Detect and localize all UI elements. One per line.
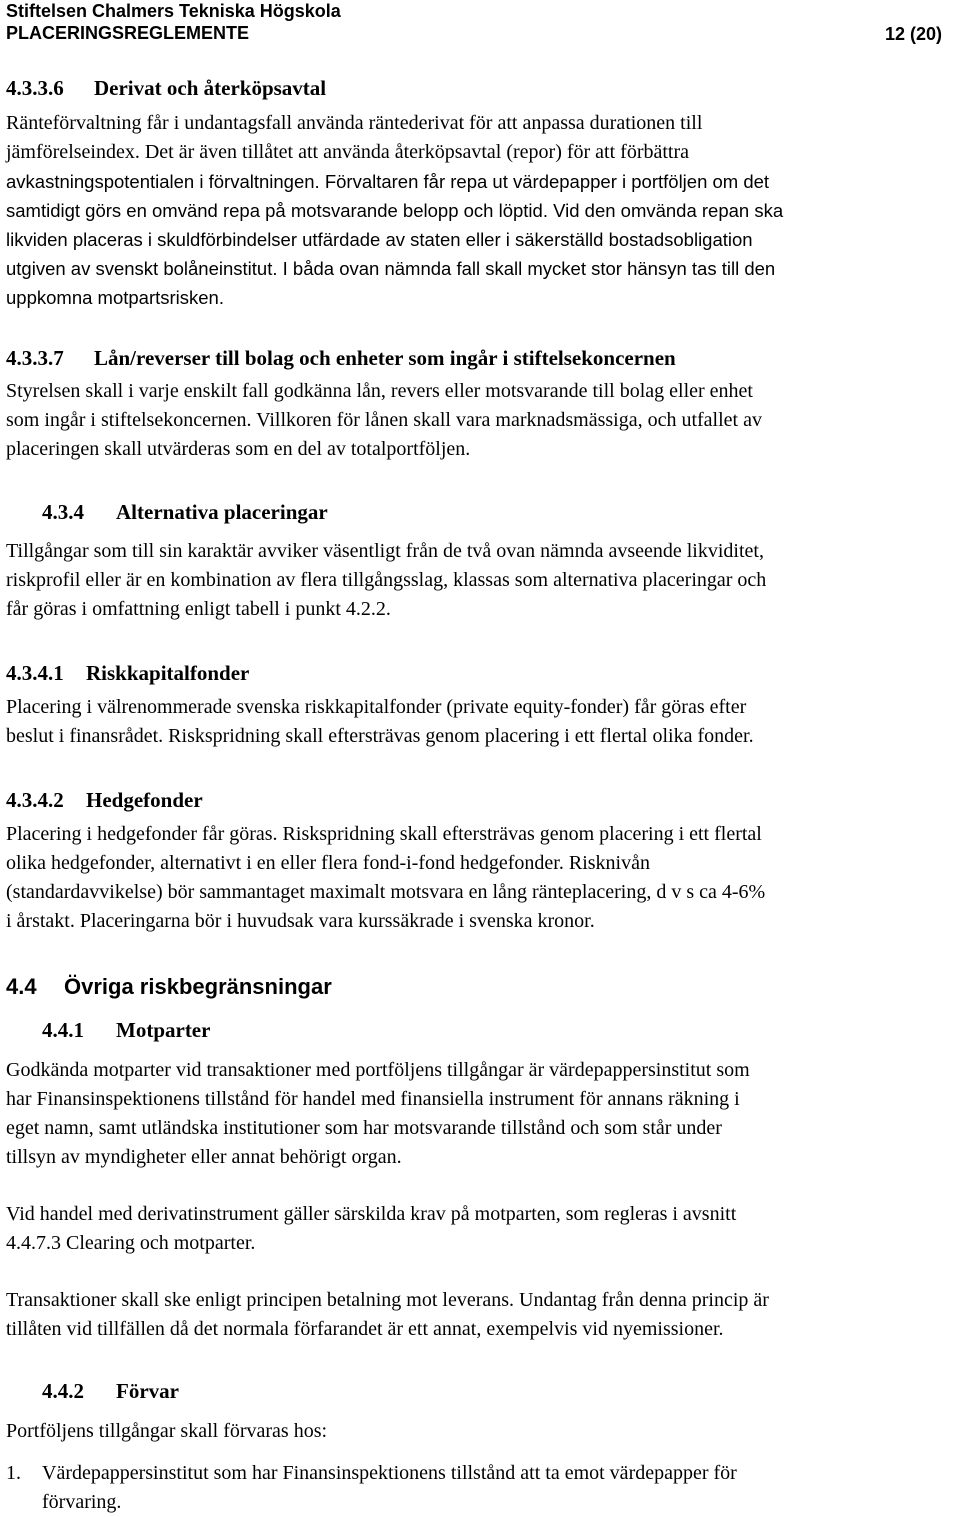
text-line: Styrelsen skall i varje enskilt fall godkänna lån, revers eller motsvarande till bolag eller enhet [6, 380, 753, 402]
section-number: 4.3.3.6 [6, 76, 64, 100]
text-line: Placering i välrenommerade svenska riskkapitalfonder (private equity-fonder) får göras efter [6, 696, 747, 718]
text-line: eget namn, samt utländska institutioner som har motsvarande tillstånd och som står under [6, 1117, 722, 1139]
paragraph-441-c [6, 1286, 956, 1344]
text-line: förvaring. [42, 1491, 122, 1513]
section-number: 4.3.4 [42, 500, 84, 524]
text-line: jämförelseindex. Det är även tillåtet att använda återköpsavtal (repor) för att förbättra [6, 141, 690, 163]
section-heading-4336 [6, 76, 326, 100]
text-line: Ränteförvaltning får i undantagsfall använda räntederivat för att anpassa durationen till [6, 112, 703, 134]
section-title: Riskkapitalfonder [86, 661, 250, 685]
text-line: 4.4.7.3 Clearing och motparter. [6, 1232, 256, 1254]
text-line: placeringen skall utvärderas som en del av totalportföljen. [6, 438, 471, 460]
section-title: Förvar [116, 1379, 179, 1403]
section-title: Lån/reverser till bolag och enheter som ingår i stiftelsekoncernen [94, 346, 676, 370]
text-line: i årstakt. Placeringarna bör i huvudsak vara kurssäkrade i svenska kronor. [6, 910, 595, 932]
header-doc-title: PLACERINGSREGLEMENTE [6, 23, 250, 43]
paragraph-441-b [6, 1200, 956, 1258]
paragraph-4341 [6, 693, 956, 751]
section-heading-4341 [6, 661, 249, 685]
section-heading-4337 [6, 346, 676, 370]
text-line: avkastningspotentialen i förvaltningen. Förvaltaren får repa ut värdepapper i portföljen om det [6, 171, 770, 192]
section-number: 4.3.4.1 [6, 661, 64, 685]
text-line: (standardavvikelse) bör sammantaget maximalt motsvara en lång ränteplacering, d v s ca 4-6% [6, 881, 766, 903]
section-number: 4.4.2 [42, 1379, 84, 1403]
text-line: Transaktioner skall ske enligt principen betalning mot leverans. Undantag från denna princip är [6, 1289, 769, 1311]
list-number: 1. [6, 1462, 21, 1484]
paragraph-4336-b [6, 167, 956, 312]
section-number: 4.4.1 [42, 1018, 84, 1042]
text-line: Tillgångar som till sin karaktär avviker väsentligt från de två ovan nämnda avseende likviditet, [6, 540, 764, 562]
text-line: som ingår i stiftelsekoncernen. Villkoren för lånen skall vara marknadsmässiga, och utfallet av [6, 409, 762, 431]
section-title: Derivat och återköpsavtal [94, 76, 327, 100]
text-line: Godkända motparter vid transaktioner med portföljens tillgångar är värdepappersinstitut som [6, 1059, 750, 1081]
section-title: Hedgefonder [86, 788, 203, 812]
text-line: olika hedgefonder, alternativt i en eller flera fond-i-fond hedgefonder. Risknivån [6, 852, 650, 874]
paragraph-442-intro [6, 1417, 956, 1446]
header-org: Stiftelsen Chalmers Tekniska Högskola [6, 1, 341, 21]
section-number: 4.3.3.7 [6, 346, 64, 370]
text-line: tillåten vid tillfällen då det normala förfarandet är ett annat, exempelvis vid nyemissioner. [6, 1318, 724, 1340]
text-line: likviden placeras i skuldförbindelser utfärdade av staten eller i säkerställd bostadsobligation [6, 229, 753, 250]
list-item [6, 1459, 956, 1517]
text-line: riskprofil eller är en kombination av flera tillgångsslag, klassas som alternativa placeringar och [6, 569, 767, 591]
section-heading-4342 [6, 788, 203, 812]
text-line: samtidigt görs en omvänd repa på motsvarande belopp och löptid. Vid den omvända repan ska [6, 200, 784, 221]
paragraph-4336-a [6, 109, 956, 167]
section-heading-44 [6, 974, 332, 1000]
section-heading-434 [42, 500, 328, 524]
section-title: Alternativa placeringar [116, 500, 328, 524]
section-title: Motparter [116, 1018, 211, 1042]
text-line: uppkomna motpartsrisken. [6, 287, 224, 308]
text-line: utgiven av svenskt bolåneinstitut. I båda ovan nämnda fall skall mycket stor hänsyn tas till den [6, 258, 776, 279]
header-page-number: 12 (20) [884, 24, 942, 44]
section-heading-441 [42, 1018, 210, 1042]
text-line: har Finansinspektionens tillstånd för handel med finansiella instrument för annans räkning i [6, 1088, 740, 1110]
text-line: tillsyn av myndigheter eller annat behörigt organ. [6, 1146, 402, 1168]
text-line: får göras i omfattning enligt tabell i punkt 4.2.2. [6, 598, 391, 620]
text-line: Portföljens tillgångar skall förvaras hos: [6, 1420, 328, 1442]
paragraph-441-a [6, 1056, 956, 1172]
paragraph-4342 [6, 820, 956, 936]
text-line: Värdepappersinstitut som har Finansinspektionens tillstånd att ta emot värdepapper för [42, 1462, 737, 1484]
section-heading-442 [42, 1379, 179, 1403]
paragraph-4337 [6, 377, 956, 464]
text-line: Vid handel med derivatinstrument gäller särskilda krav på motparten, som regleras i avsnitt [6, 1203, 737, 1225]
text-line: Placering i hedgefonder får göras. Riskspridning skall eftersträvas genom placering i ett flertal [6, 823, 762, 845]
paragraph-434 [6, 537, 956, 624]
section-title: Övriga riskbegränsningar [64, 974, 332, 999]
text-line: beslut i finansrådet. Riskspridning skall eftersträvas genom placering i ett flertal olika fonder. [6, 725, 754, 747]
section-number: 4.4 [6, 974, 37, 999]
section-number: 4.3.4.2 [6, 788, 64, 812]
